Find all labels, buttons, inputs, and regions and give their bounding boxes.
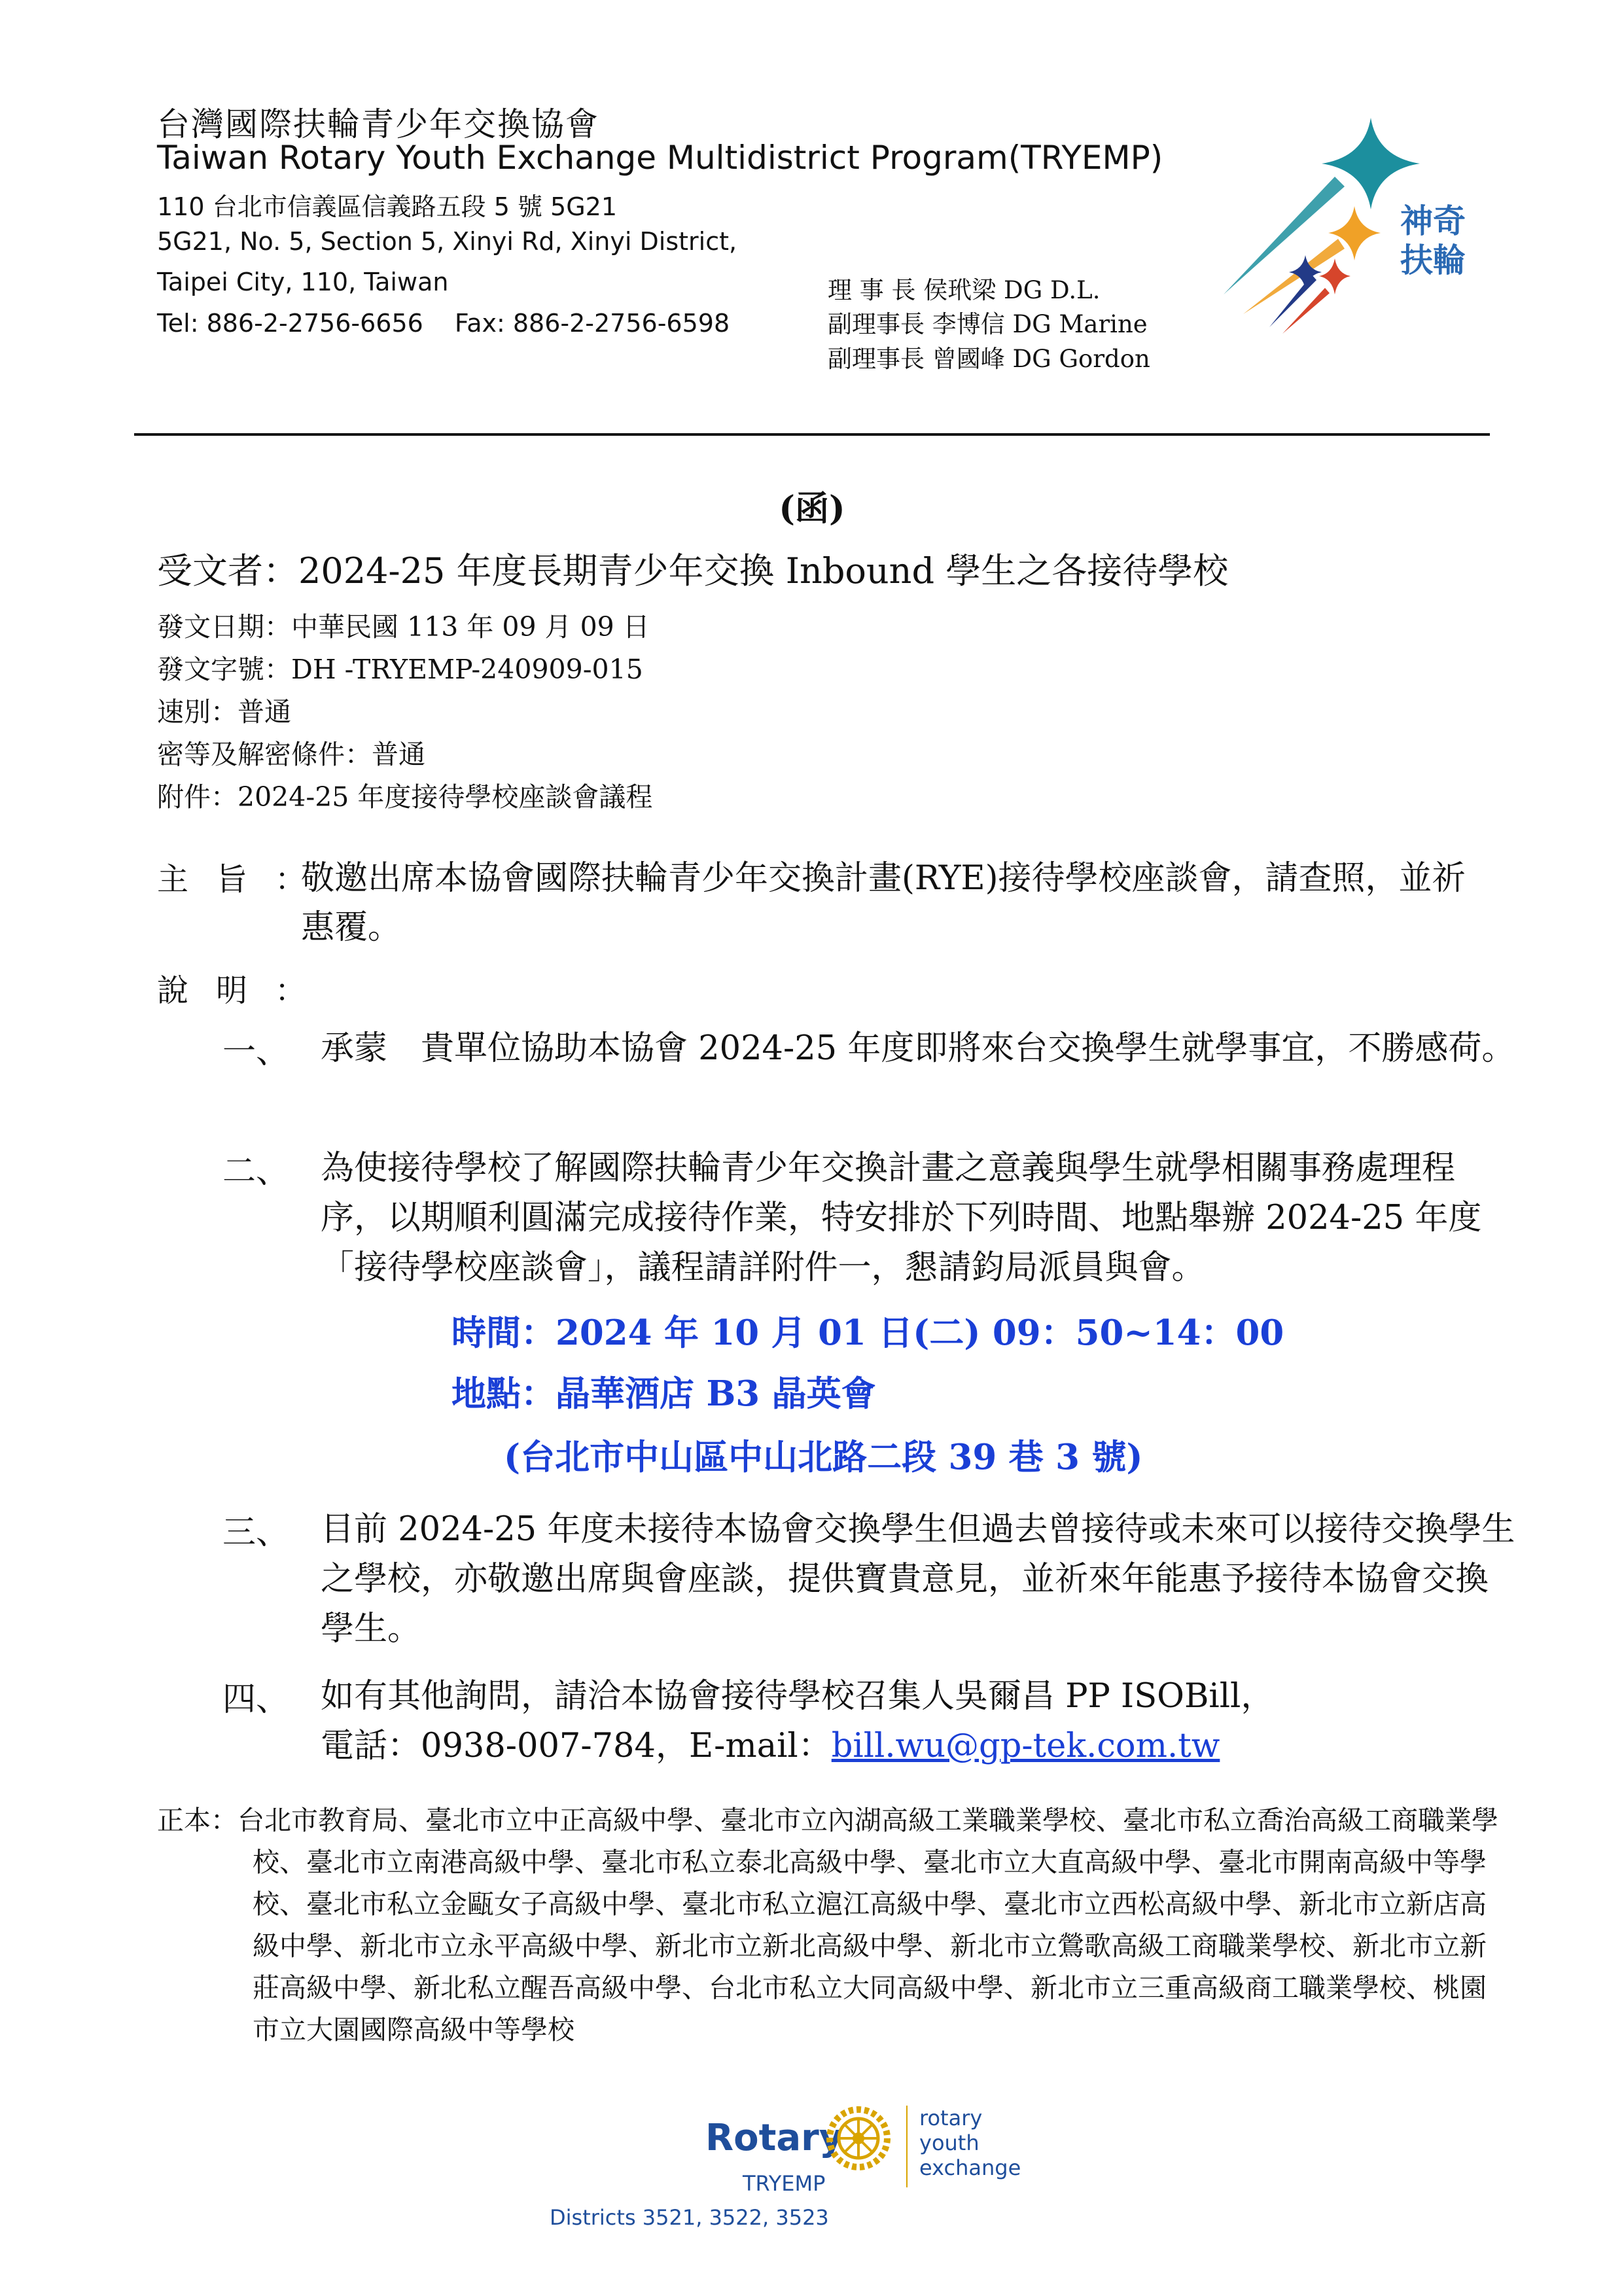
item-text-1: 承蒙 貴單位協助本協會 2024-25 年度即將來台交換學生就學事宜，不勝感荷。 [321,1029,1515,1068]
teal-star [1322,118,1420,209]
description-label: 說明： [157,972,334,1009]
org-name-zh: 台灣國際扶輪青少年交換協會 [157,105,599,143]
logo-text-line1: 神奇 [1400,202,1466,240]
ryx-line2: youth [919,2130,980,2155]
item-number-4: 四、 [222,1680,290,1719]
recipient: 受文者：2024-25 年度長期青少年交換 Inbound 學生之各接待學校 [157,550,1229,592]
red-star [1319,258,1350,294]
logo-text-line2: 扶輪 [1400,241,1466,279]
event-time: 時間：2024 年 10 月 01 日(二) 09：50~14：00 [451,1313,1284,1353]
officer-vice-chairman-2: 副理事長 曾國峰 DG Gordon [828,345,1150,373]
officer-vice-chairman-1: 副理事長 李博信 DG Marine [828,310,1148,338]
navy-star-tail [1269,275,1316,327]
rotary-wordmark: Rotary [705,2117,843,2159]
item-number-2: 二、 [222,1152,290,1191]
header-divider [134,433,1490,436]
contact-email-link[interactable]: bill.wu@gp-tek.com.tw [831,1727,1220,1765]
org-name-en: Taiwan Rotary Youth Exchange Multidistrict Program(TRYEMP) [157,139,1163,177]
item-number-3: 三、 [222,1513,290,1552]
item-text-4 [321,1672,1518,1771]
fax-number: Fax: 886-2-2756-6598 [454,309,730,338]
districts-line: Districts 3521, 3522, 3523 [550,2205,829,2230]
footer-separator [906,2106,908,2187]
subject-text: 敬邀出席本協會國際扶輪青少年交換計畫(RYE)接待學校座談會，請查照，並祈惠覆。 [301,859,1466,947]
tel-number: Tel: 886-2-2756-6656 [157,309,423,338]
shenqi-fulun-logo [1204,98,1505,373]
issue-date: 發文日期：中華民國 113 年 09 月 09 日 [157,611,650,643]
item-text-2: 為使接待學校了解國際扶輪青少年交換計畫之意義與學生就學相關事務處理程序，以期順利圓滿完成接待作業，特安排於下列時間、地點舉辦 2024-25 年度「接待學校座談會」，議程請詳附件一，懇請鈞局派員與會。 [321,1149,1482,1287]
address-en-line1: 5G21, No. 5, Section 5, Xinyi Rd, Xinyi District, [157,227,737,256]
event-place: 地點：晶華酒店 B3 晶英會 [451,1373,876,1414]
tryemp-label: TRYEMP [743,2171,826,2196]
item-text-3: 目前 2024-25 年度未接待本協會交換學生但過去曾接待或未來可以接待交換學生之學校，亦敬邀出席與會座談，提供寶貴意見，並祈來年能惠予接待本協會交換學生。 [321,1510,1515,1648]
speed-class: 速別：普通 [157,696,291,728]
event-address: (台北市中山區中山北路二段 39 巷 3 號) [504,1437,1143,1477]
rotary-youth-exchange-mark [919,2106,1021,2180]
address-zh: 110 台北市信義區信義路五段 5 號 5G21 [157,192,618,221]
item-number-1: 一、 [222,1033,290,1071]
subject-label: 主旨： [157,861,334,898]
ryx-line3: exchange [919,2155,1021,2180]
officer-chairman: 理 事 長 侯玳梁 DG D.L. [828,276,1101,304]
address-en-line2: Taipei City, 110, Taiwan [157,268,449,296]
ryx-line1: rotary [919,2106,983,2130]
cc-text: 正本：台北市教育局、臺北市立中正高級中學、臺北市立內湖高級工業職業學校、臺北市私立喬治高級工商職業學校、臺北市立南港高級中學、臺北市私立泰北高級中學、臺北市立大直高級中學、臺北市開南高級中等學校、臺北市私立金甌女子高級中學、臺北市私立滬江高級中學、臺北市立西松高級中學、新北市立新店高級中學、新北市立永平高級中學、新北市立新北高級中學、新北市立鶯歌高級工商職業學校、新北市立新莊高級中學、新北私立醒吾高級中學、台北市私立大同高級中學、新北市立三重高級商工職業學校、桃園市立大園國際高級中等學校 [157,1805,1498,2045]
confidentiality: 密等及解密條件：普通 [157,739,425,770]
red-star-tail [1282,288,1330,334]
attachment: 附件：2024-25 年度接待學校座談會議程 [157,781,653,813]
contact-line [157,309,730,338]
contact-phone: 電話：0938-007-784，E-mail： [321,1727,832,1765]
document-number: 發文字號：DH -TRYEMP-240909-015 [157,654,643,685]
rotary-wheel-icon [826,2106,891,2171]
contact-person: 如有其他詢問，請洽本協會接待學校召集人吳爾昌 PP ISOBill， [321,1677,1275,1716]
letter-type: (函) [779,489,845,529]
cc-list [157,1799,1505,2051]
